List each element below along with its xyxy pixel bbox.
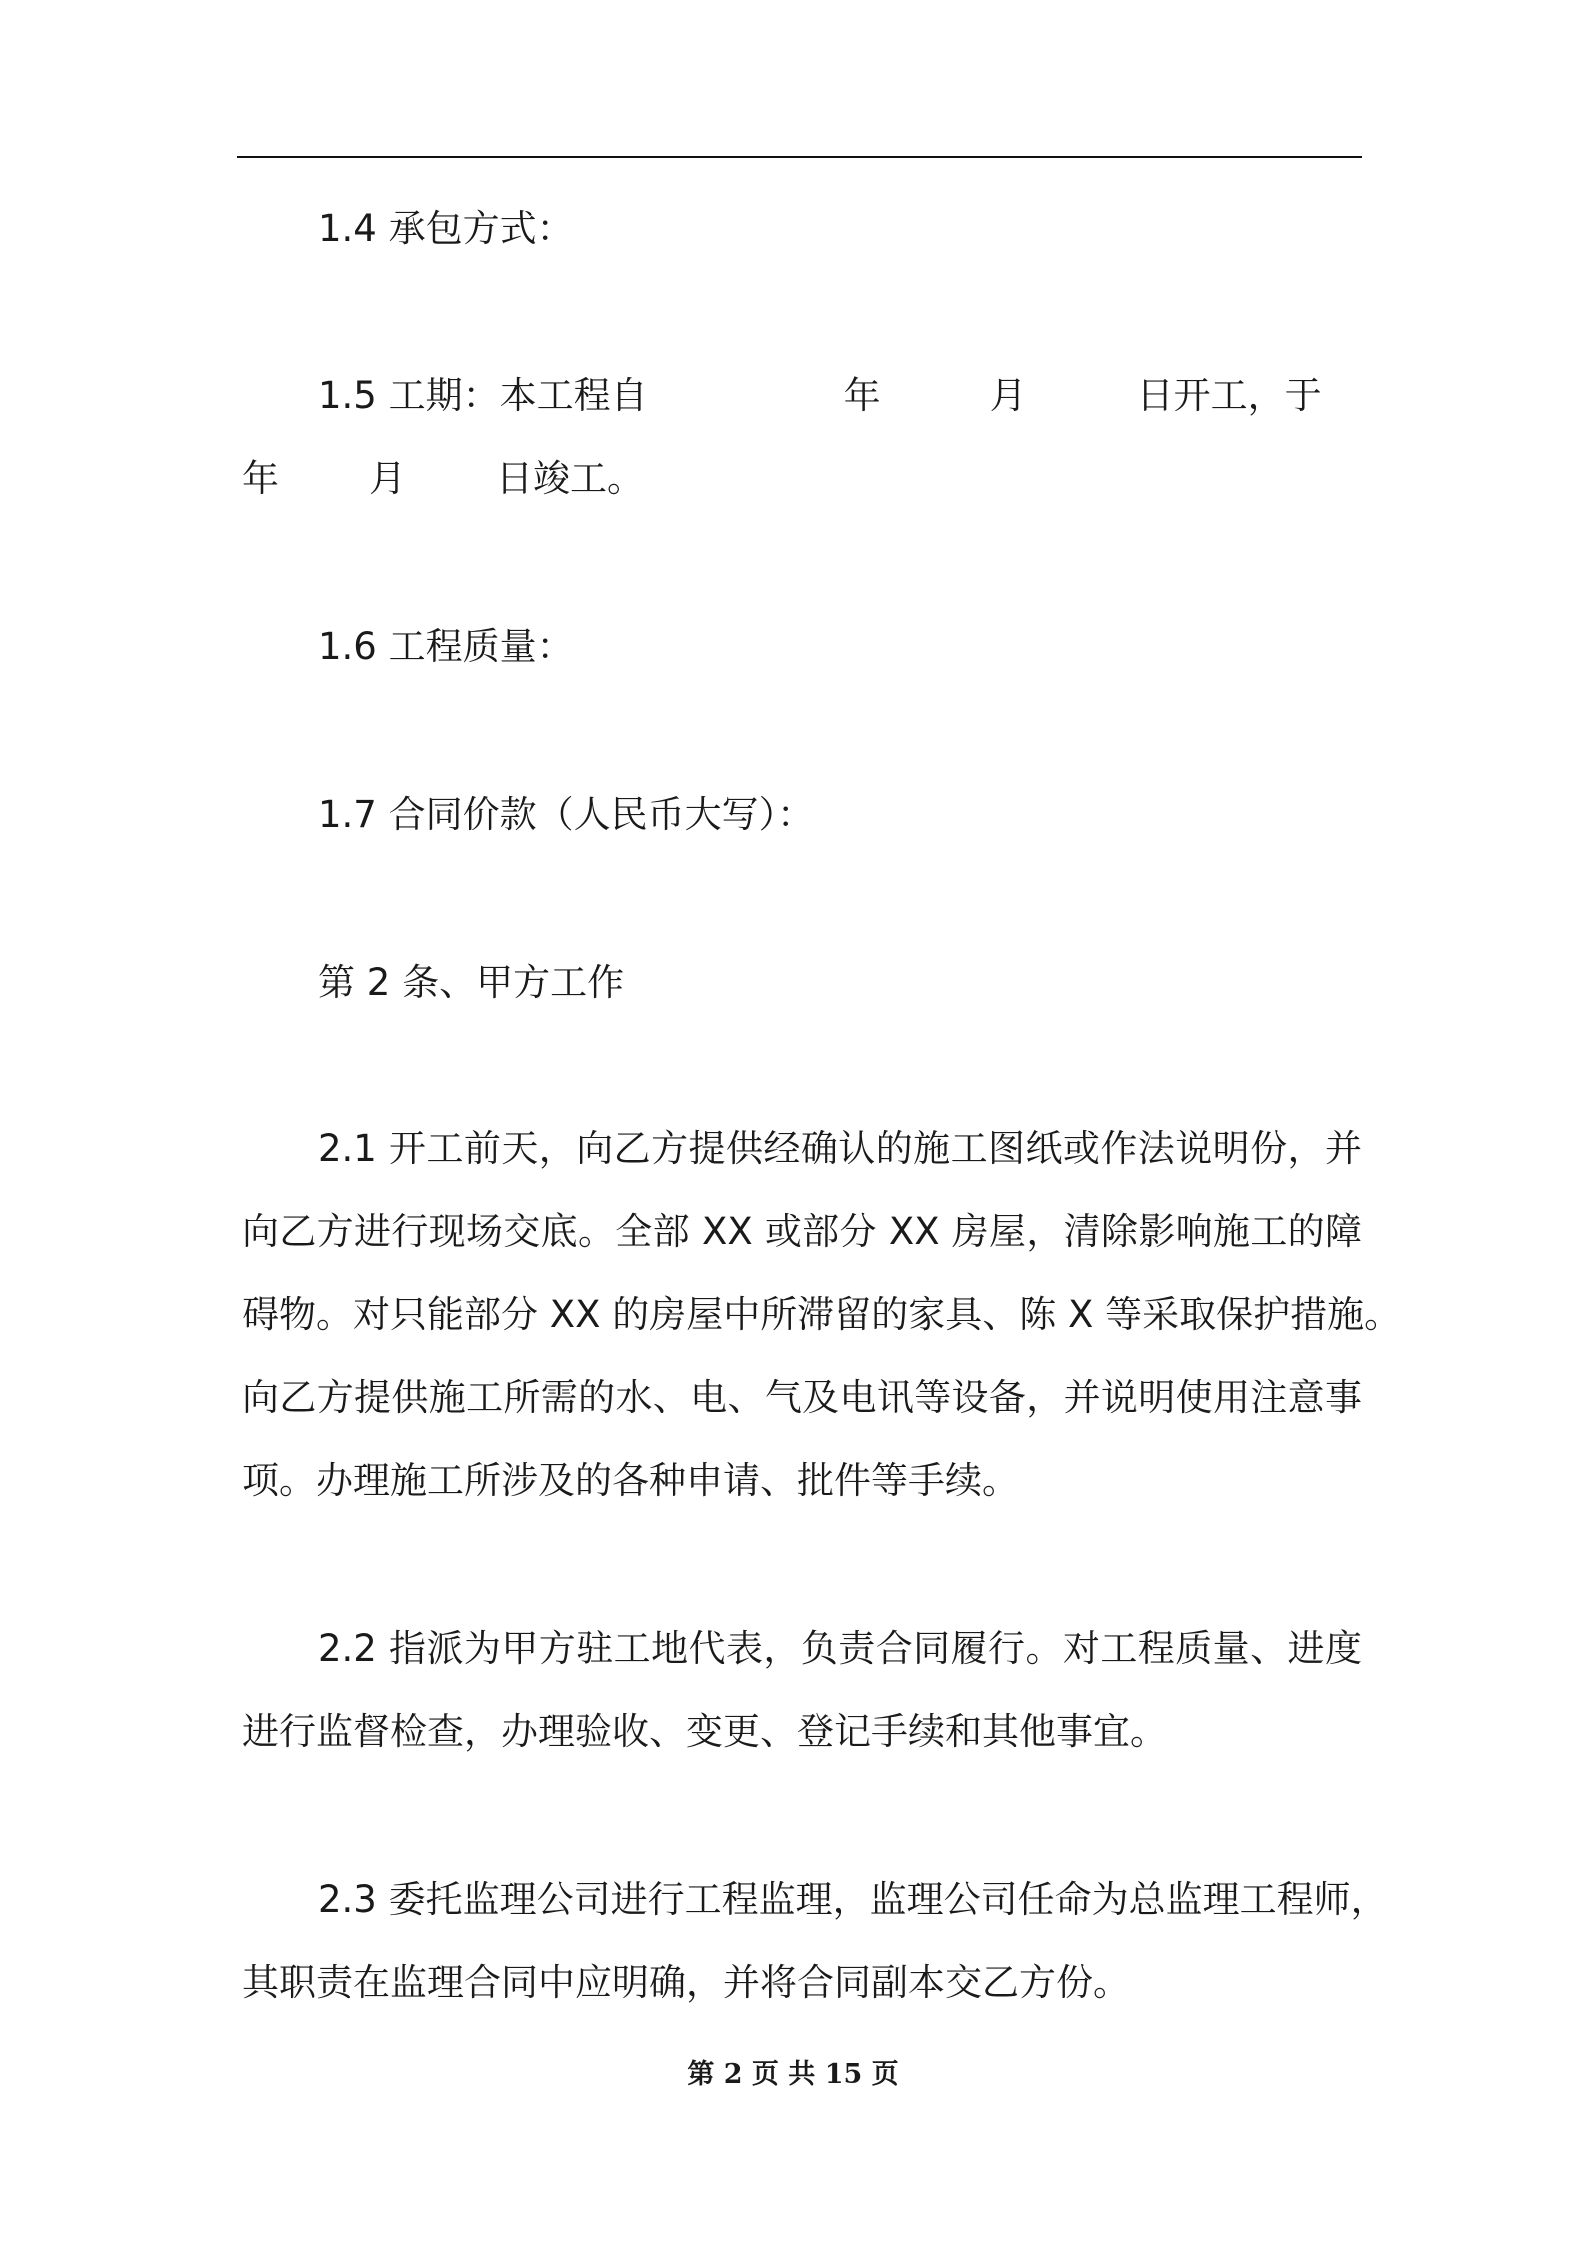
clause-2-1-line: 2.1 开工前天，向乙方提供经确认的施工图纸或作法说明份，并 (318, 1127, 1362, 1170)
clause-1-5-year: 年 (843, 374, 881, 417)
clause-1-5-line-1 (318, 371, 1362, 421)
clause-2-3-line: 其职责在监理合同中应明确，并将合同副本交乙方份。 (242, 1961, 1130, 2004)
clause-1-5-line-2 (242, 454, 1362, 504)
clause-1-5-year-end: 年 (242, 457, 279, 500)
clause-2-1-line: 碍物。对只能部分 XX 的房屋中所滞留的家具、陈 X 等采取保护措施。 (242, 1293, 1402, 1336)
clause-1-5-day-end: 日竣工。 (496, 457, 644, 500)
clause-1-4: 1.4 承包方式： (318, 207, 574, 250)
clause-2-3-line: 2.3 委托监理公司进行工程监理，监理公司任命为总监理工程师， (318, 1878, 1388, 1921)
header-rule (237, 156, 1362, 158)
article-2-heading: 第 2 条、甲方工作 (318, 961, 625, 1004)
clause-2-1-line: 项。办理施工所涉及的各种申请、批件等手续。 (242, 1459, 1019, 1502)
clause-2-1-line: 向乙方进行现场交底。全部 XX 或部分 XX 房屋，清除影响施工的障 (242, 1210, 1362, 1253)
clause-2-2-line: 进行监督检查，办理验收、变更、登记手续和其他事宜。 (242, 1710, 1167, 1753)
clause-1-5-month-end: 月 (369, 457, 406, 500)
clause-1-6: 1.6 工程质量： (318, 625, 574, 668)
clause-2-1-line: 向乙方提供施工所需的水、电、气及电讯等设备，并说明使用注意事 (242, 1376, 1362, 1419)
clause-1-5-day-start: 日开工，于 (1136, 374, 1322, 417)
clause-1-7: 1.7 合同价款（人民币大写）： (318, 793, 815, 836)
clause-1-5-month: 月 (989, 374, 1027, 417)
page-number-footer: 第 2 页 共 15 页 (687, 2059, 899, 2090)
clause-2-2-line: 2.2 指派为甲方驻工地代表，负责合同履行。对工程质量、进度 (318, 1627, 1362, 1670)
clause-1-5-label: 1.5 工期：本工程自 (318, 374, 648, 417)
